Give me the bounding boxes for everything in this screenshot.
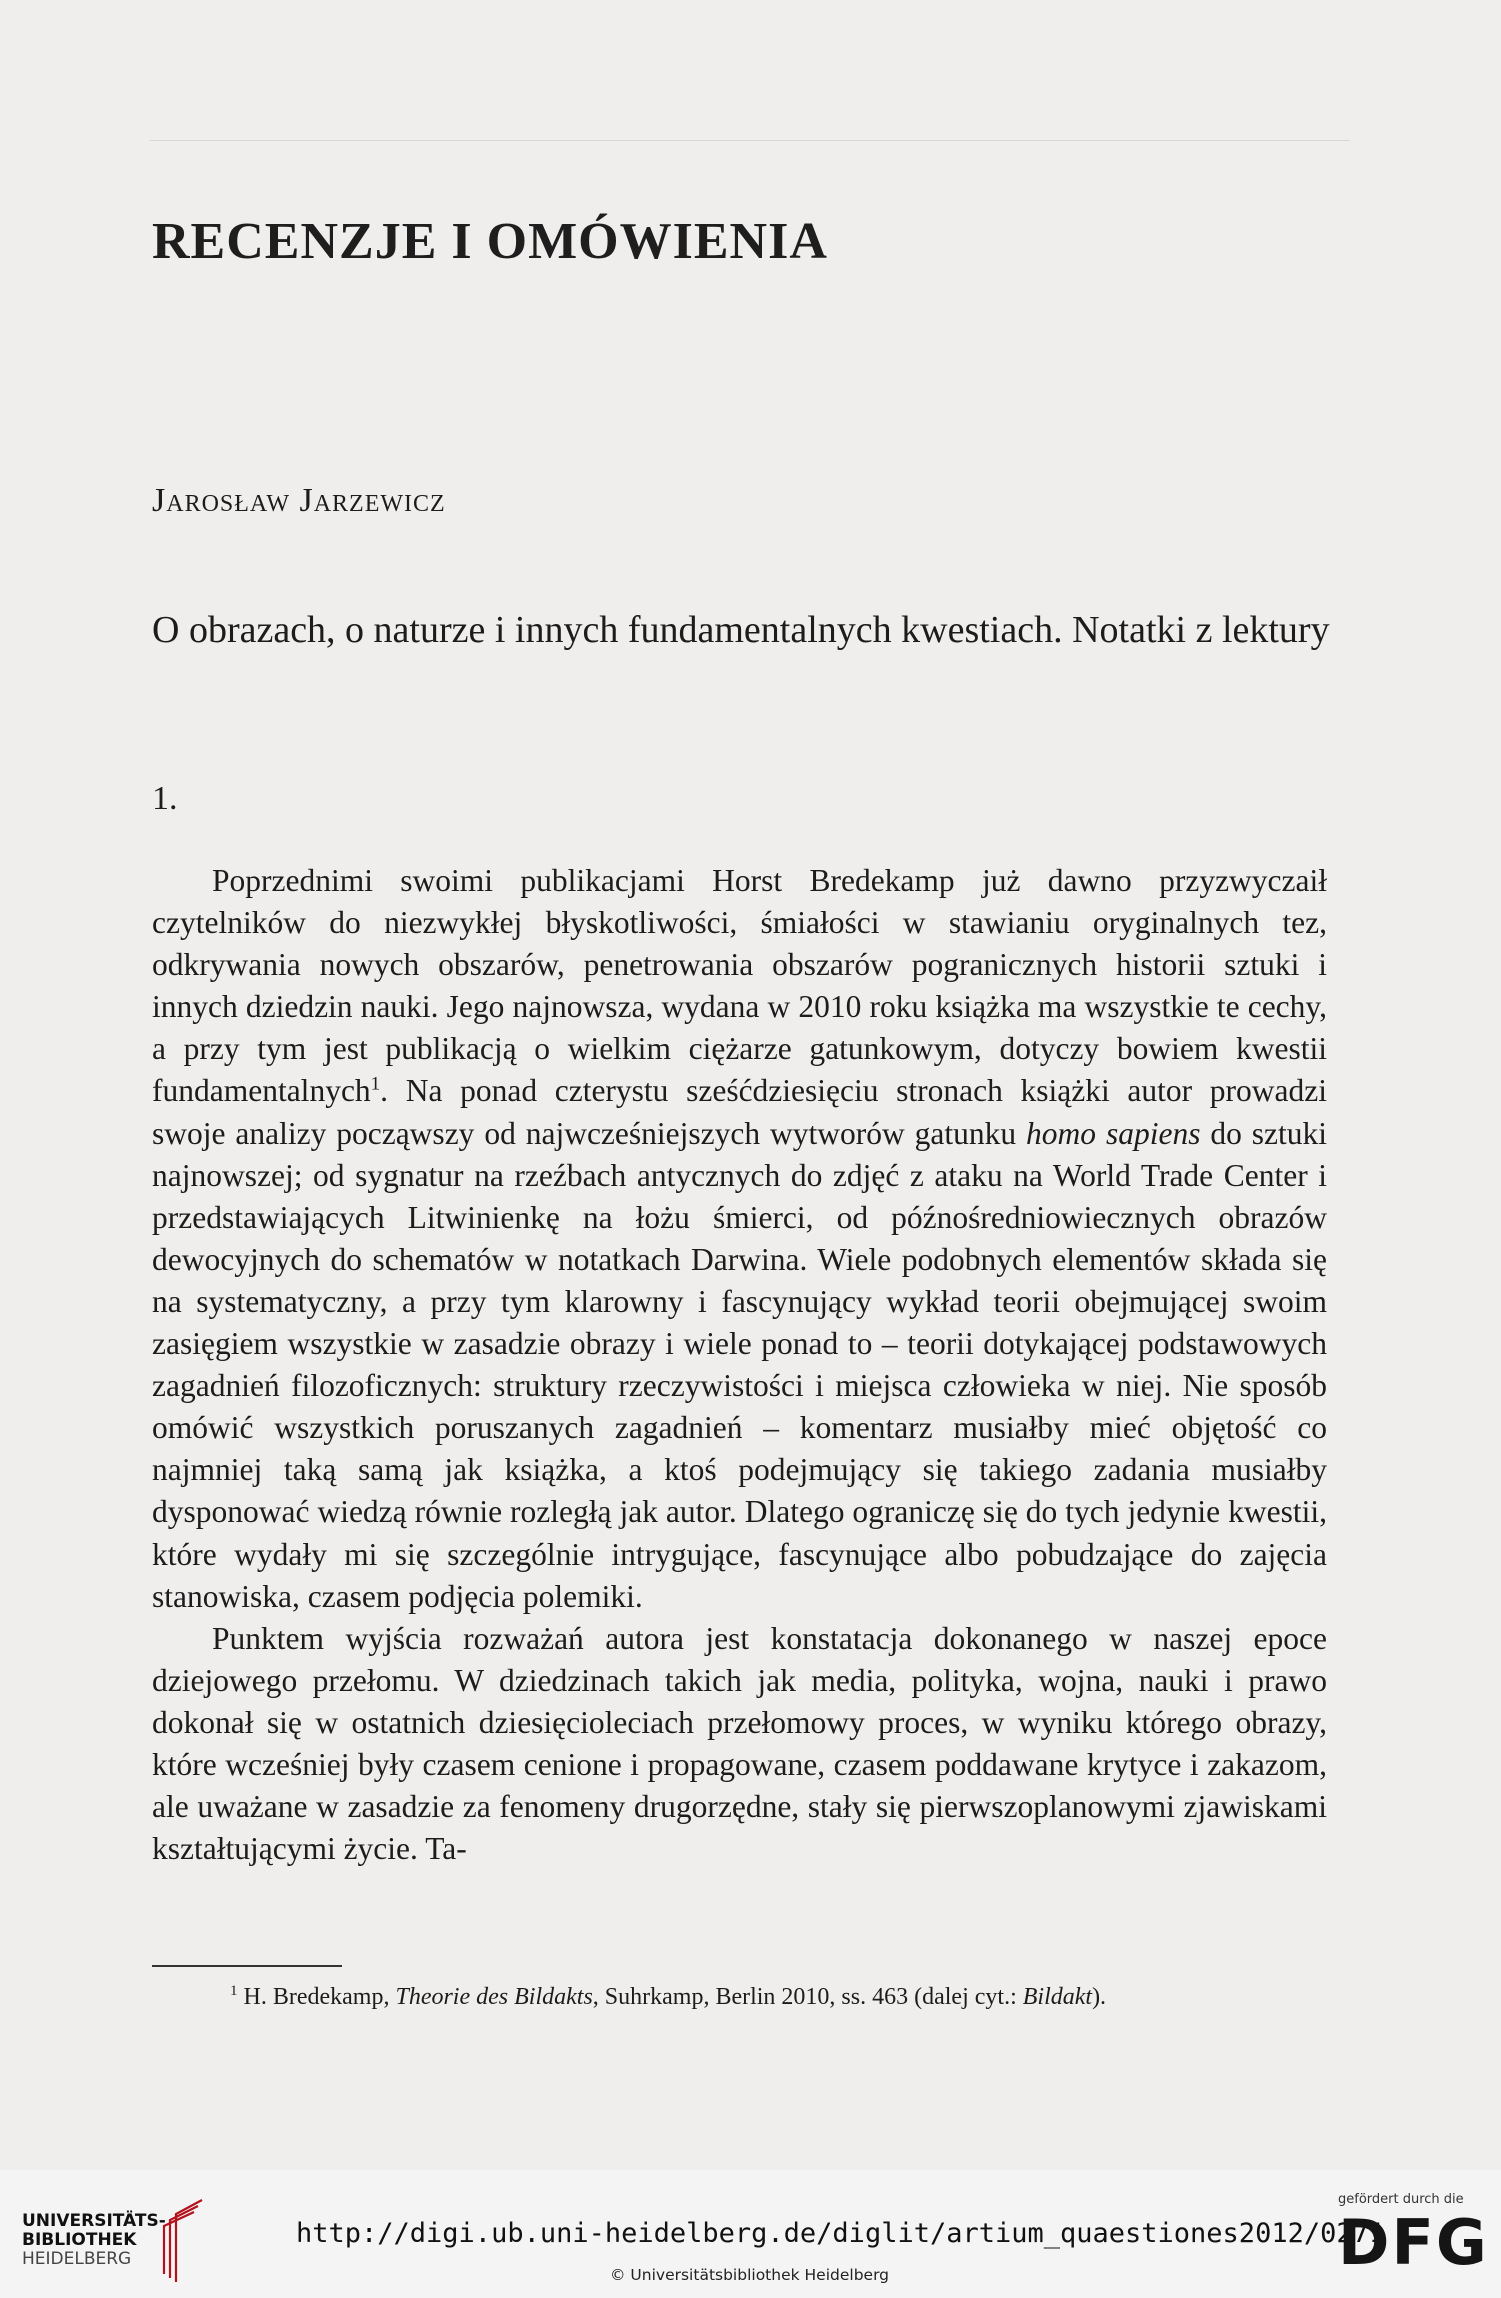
library-name-line: BIBLIOTHEK [22,2230,137,2250]
text-run: . Na ponad czterystu sześćdziesięciu stronach książki autor prowadzi swoje analizy począwszy od najwcześniejszych wytworów gatunku [152,1073,1327,1151]
footnote-number: 1 [230,1983,238,1999]
footnote-italic: Bildakt [1022,1984,1093,2010]
library-logo-text [22,2212,166,2269]
text-run: Poprzednimi swoimi publikacjami Horst Bredekamp już dawno przyzwyczaił czytelników do niezwykłej błyskotliwości, śmiałości w stawianiu oryginalnych tez, odkrywania nowych obszarów, penetrowania obszarów pogranicznych historii sztuki i innych dziedzin nauki. Jego najnowsza, wydana w 2010 roku książka ma wszystkie te cechy, a przy tym jest publikacją o wielkim ciężarze gatunkowym, dotyczy bowiem kwestii fundamentalnych [152,863,1327,1109]
footnote [230,1982,1330,2012]
section-heading: RECENZJE I OMÓWIENIA [152,213,828,270]
dfg-logo: DFG [1338,2206,1489,2279]
footnote-divider [152,1965,342,1967]
copyright-notice: © Universitätsbibliothek Heidelberg [610,2266,890,2284]
footnote-italic: Theorie des Bildakts [395,1984,593,2010]
paragraph [152,860,1327,1618]
text-run: do sztuki najnowszej; od sygnatur na rzeźbach antycznych do zdjęć z ataku na World Trade Center i przedstawiających Litwinienkę na łożu śmierci, od późnośredniowiecznych obrazów dewocyjnych do schematów w notatkach Darwina. Wiele podobnych elementów składa się na systematyczny, a przy tym klarowny i fascynujący wykład teorii obejmującej swoim zasięgiem wszystkie w zasadzie obrazy i wiele ponad to – teorii dotykającej podstawowych zagadnień filozoficznych: struktury rzeczywistości i miejsca człowieka w niej. Nie sposób omówić wszystkich poruszanych zagadnień – komentarz musiałby mieć objętość co najmniej taką samą jak książka, a ktoś podejmujący się takiego zadania musiałby dysponować wiedzą równie rozległą jak autor. Dlatego ograniczę się do tych jedynie kwestii, które wydały mi się szczególnie intrygujące, fascynujące albo pobudzające do zajęcia stanowiska, czasem podjęcia polemiki. [152,1115,1327,1614]
library-name-line: UNIVERSITÄTS- [22,2211,166,2231]
header-rule [150,140,1350,141]
paragraph: Punktem wyjścia rozważań autora jest konstatacja dokonanego w naszej epoce dziejowego przełomu. W dziedzinach takich jak media, polityka, wojna, nauki i prawo dokonał się w ostatnich dziesięcioleciach przełomowy proces, w wyniku którego obrazy, które wcześniej były czasem cenione i propagowane, czasem poddawane krytyce i zakazom, ale uważane w zasadzie za fenomeny drugorzędne, stały się pierwszoplanowymi zjawiskami kształtującymi życie. Ta- [152,1620,1327,1867]
author-name: Jarosław Jarzewicz [152,482,446,519]
italic-term: homo sapiens [1026,1115,1201,1151]
section-number: 1. [152,780,178,817]
footnote-reference[interactable]: 1 [370,1073,381,1095]
library-logo-icon [158,2198,204,2284]
library-name-line: HEIDELBERG [22,2249,132,2269]
article-body [152,860,1327,1870]
footnote-text: H. Bredekamp, [243,1984,396,2010]
source-url-link[interactable]: http://digi.ub.uni-heidelberg.de/diglit/artium_quaestiones2012/0271 [296,2218,1386,2249]
article-title: O obrazach, o naturze i innych fundamentalnych kwestiach. Notatki z lektury [152,609,1330,651]
footnote-text: ). [1092,1984,1107,2010]
footnote-text: , Suhrkamp, Berlin 2010, ss. 463 (dalej cyt.: [592,1984,1023,2010]
funded-by-label: gefördert durch die [1338,2192,1464,2207]
